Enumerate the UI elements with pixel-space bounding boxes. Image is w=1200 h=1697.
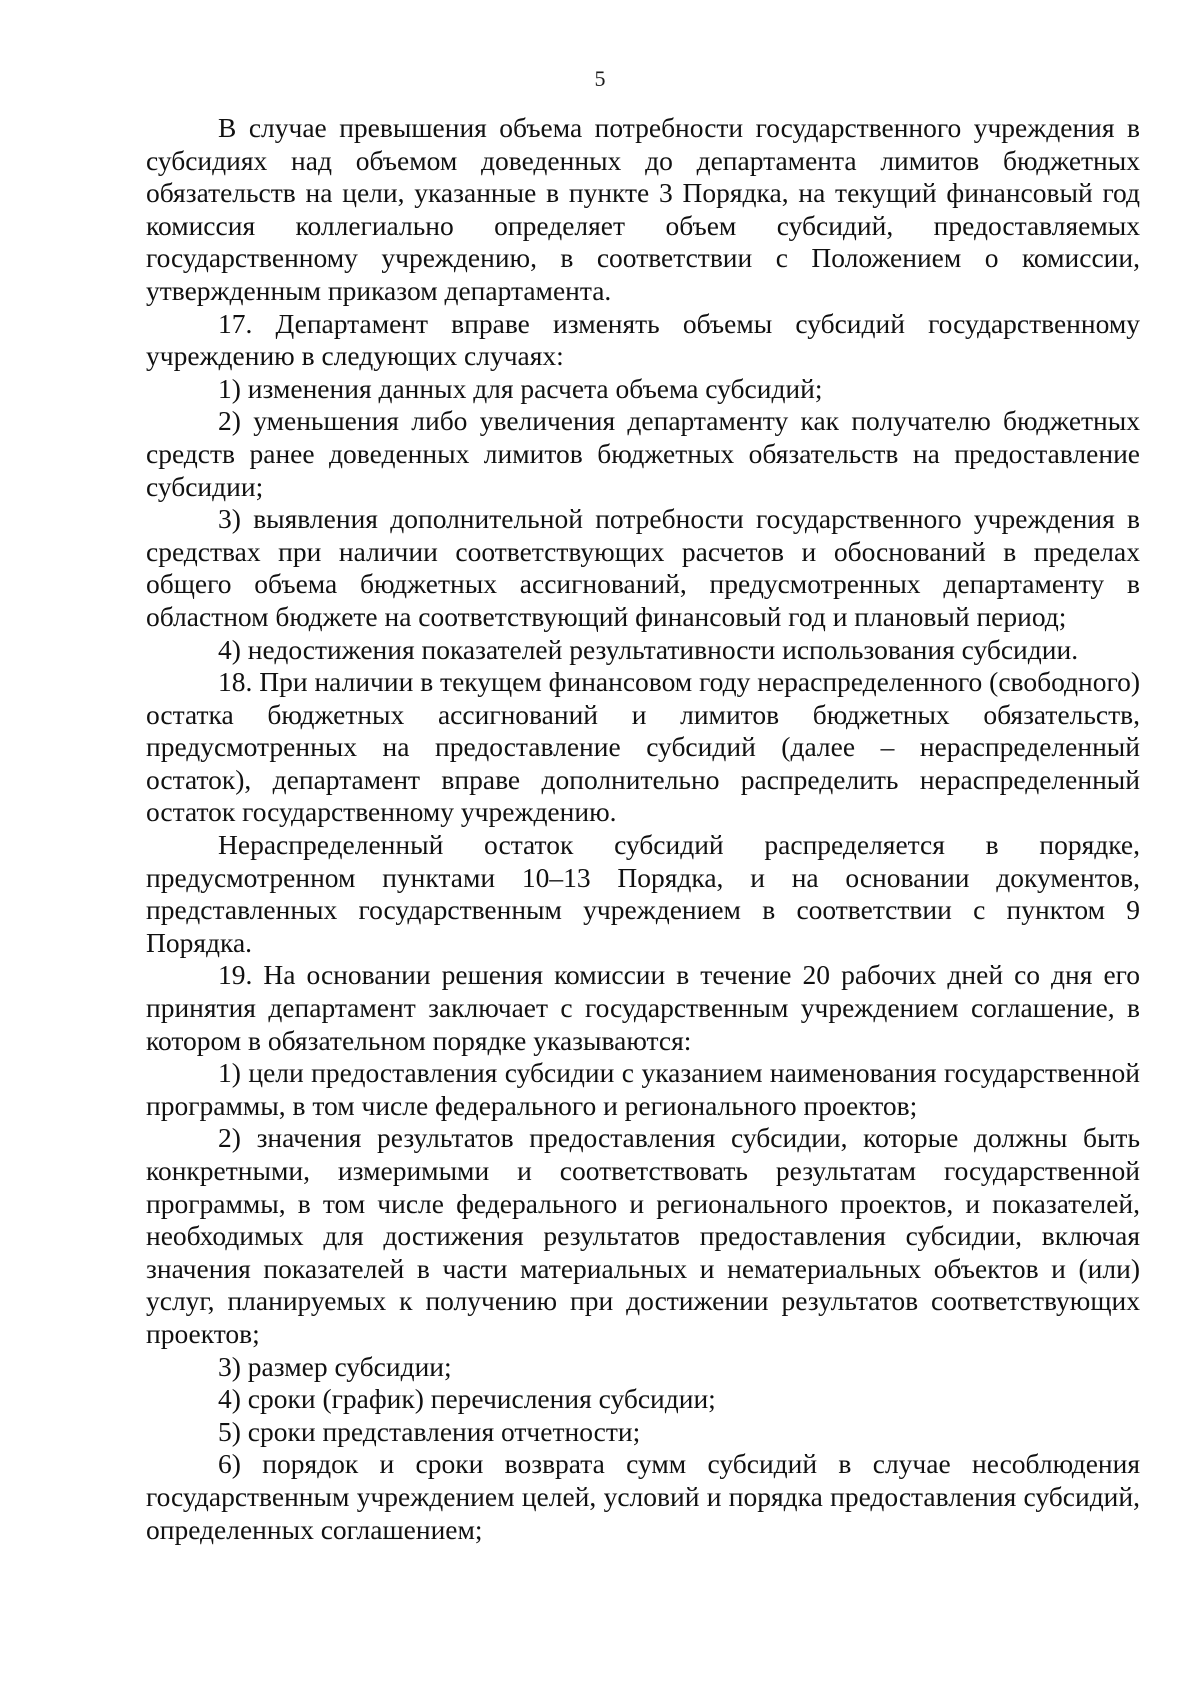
paragraph-17-item-3: 3) выявления дополнительной потребности государственного учреждения в средствах при наличии соответствующих расчетов и обоснований в пределах общего объема бюджетных ассигнований, предусмотренных департаменту в областном бюджете на соответствующий финансовый год и плановый период; xyxy=(146,503,1140,632)
paragraph-19-item-2: 2) значения результатов предоставления субсидии, которые должны быть конкретными, измеримыми и соответствовать результатам государственной программы, в том числе федерального и регионального проектов, и показателей, необходимых для достижения результатов предоставления субсидии, включая значения показателей в части материальных и нематериальных объектов и (или) услуг, планируемых к получению при достижении результатов соответствующих проектов; xyxy=(146,1122,1140,1349)
paragraph-19-item-6: 6) порядок и сроки возврата сумм субсидий в случае несоблюдения государственным учреждением целей, условий и порядка предоставления субсидий, определенных соглашением; xyxy=(146,1448,1140,1545)
paragraph-17-item-2: 2) уменьшения либо увеличения департаменту как получателю бюджетных средств ранее доведенных лимитов бюджетных обязательств на предоставление субсидии; xyxy=(146,405,1140,502)
paragraph-19-item-5: 5) сроки представления отчетности; xyxy=(218,1415,641,1447)
paragraph-19-item-4: 4) сроки (график) перечисления субсидии; xyxy=(218,1383,716,1415)
page-number: 5 xyxy=(594,66,606,91)
paragraph-excess-need: В случае превышения объема потребности государственного учреждения в субсидиях над объемом доведенных до департамента лимитов бюджетных обязательств на цели, указанные в пункте 3 Порядка, на текущий финансовый год комиссия коллегиально определяет объем субсидий, предоставляемых государственному учреждению, в соответствии с Положением о комиссии, утвержденным приказом департамента. xyxy=(146,112,1140,306)
paragraph-19: 19. На основании решения комиссии в течение 20 рабочих дней со дня его принятия департамент заключает с государственным учреждением соглашение, в котором в обязательном порядке указываются: xyxy=(146,959,1140,1056)
paragraph-17-item-4: 4) недостижения показателей результативности использования субсидии. xyxy=(218,633,1079,665)
document-body xyxy=(146,112,1140,1546)
paragraph-17: 17. Департамент вправе изменять объемы субсидий государственному учреждению в следующих случаях: xyxy=(146,307,1140,372)
paragraph-19-item-1: 1) цели предоставления субсидии с указанием наименования государственной программы, в том числе федерального и регионального проектов; xyxy=(146,1057,1140,1121)
paragraph-19-item-3: 3) размер субсидии; xyxy=(218,1350,452,1382)
paragraph-18: 18. При наличии в текущем финансовом году нераспределенного (свободного) остатка бюджетных ассигнований и лимитов бюджетных обязательств, предусмотренных на предоставление субсидий (далее – нераспределенный остаток), департамент вправе дополнительно распределить нераспределенный остаток государственному учреждению. xyxy=(146,666,1141,828)
paragraph-18-remainder: Нераспределенный остаток субсидий распределяется в порядке, предусмотренном пунктами 10–13 Порядка, и на основании документов, представленных государственным учреждением в соответствии с пунктом 9 Порядка. xyxy=(146,829,1140,958)
paragraph-17-item-1: 1) изменения данных для расчета объема субсидий; xyxy=(218,372,823,404)
